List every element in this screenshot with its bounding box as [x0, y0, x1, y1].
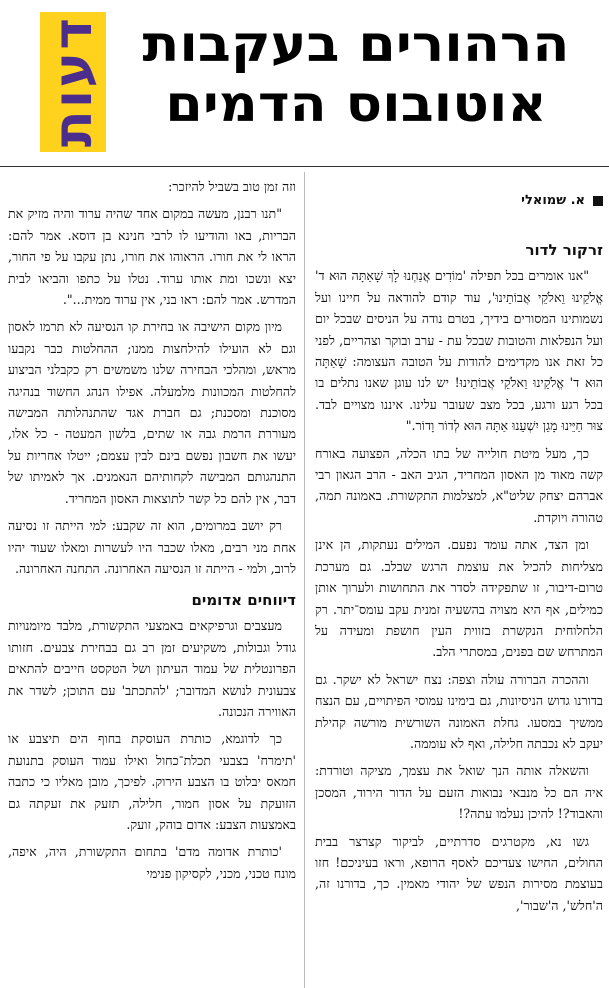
- headline-line-1: הרהורים בעקבות: [142, 15, 570, 73]
- paragraph: רק יושב במרומים, הוא זה שקבע: למי הייתה זו נסיעה אחת מני רבים, מאלו שכבר היו לעשרות ומאלו שעוד יהיו לרוב, ולמי - הייתה זו הנסיעה האחרונה. התחנה האחרונה.: [8, 518, 296, 576]
- paragraph: מיון מקום הישיבה או בחירת קו הנסיעה לא תרמו לאסון וגם לא הועילו להילחצות ממנו; ההחלטות כבר נקבעו מראש, ומהלכי הבחירה שלנו משמשים רק כקבלני הביצוע להחלטות המכוונות מלמעלה. אפילו הנהג החשוד בנהיגה מסוכנת ומסכנת; גם חברת אגד שהתנהלותה המבישה מעוררת הרמת גבה או שתים, בלשון המעטה - כל אלו, יעשו את חשבון נפשם בינם לבין עצמם; ייטלו אחריות על התנהגותם המבישה לקחותיהם הנאמנים. אך לאמיתו של דבר, אין להם כל קשר לתוצאות האסון המחריד.: [8, 319, 296, 506]
- headline: [118, 14, 594, 134]
- left-column: [8, 176, 296, 988]
- paragraph: "תנו רבנן, מעשה במקום אחד שהיה ערוד והיה מזיק את הבריות, באו והודיעו לו לרבי חנינא בן דוסא. אמר להם: הראו לי את חורו. הראוהו את חורו, נתן עקבו על פי החור, יצא ונשכו ומת אותו ערוד. נטלו על כתפו והביאו לבית המדרש. אמר להם: ראו בני, אין ערוד ממית...".: [8, 206, 296, 308]
- paragraph: "אנו אומרים בכל תפילה 'מוֹדִים אֲנַחְנוּ לָךְ שָׁאַתָּה הוּא ד' אֱלֹקֵינוּ וֵאלֹקֵי אֲבוֹתֵינוּ', עוד קודם להודאה על חיינו ועל נשמותינו המסורים בידיך, בטרם נודה על הניסים שבכל יום ועל הנפלאות והטובות שבכל עת - ערב ובוקר וצהריים, לפני כל זאת אנו מקדימים להודות על הטובה העצומה: שָׁאַתָּה הוּא ד' אֱלֹקֵינוּ וֵאלֹקֵי אֲבוֹתֵינוּ! יש לנו עוגן שאנו נתלים בו בכל רגע ורגע, בכל מצב שעובר עלינו. איננו מצויים לבד. צוּר חַיֵּינוּ מָגֵן יִשְׁעֵנוּ אַתָּה הוּא לְדוֹר וָדוֹר.": [315, 268, 603, 434]
- subhead-red-reports: דיווחים אדומים: [191, 591, 296, 610]
- paragraph: כך לדוגמא, כותרת העוסקת בחוף הים תיצבע או 'תימרח' בצבעי תכלת־כחול ואילו עמוד העוסק בתנועת חמאס יבלוט בו הצבע הירוק. לפיכך, מובן מאליו כי כתבה הזועקת על אסון חמור, חלילה, תזעק את זעקתה גם באמצעות הצבע: אדום בוהק, זועק.: [8, 731, 296, 832]
- paragraph: גשו נא, מקטרגים סדרתיים, לביקור קצרצר בבית החולים, החישו צעדיכם לאסף הרופא, וראו בעיניכם! חזו בעוצמת מסירות הנפש של יהודי מאמין. כך, בדורנו זה, ה'חלש', ה'שבור',: [315, 833, 603, 913]
- paragraph: מעצבים וגרפיקאים באמצעי התקשורת, מלבד מיומנויות גודל וגבולות, משקיעים זמן רב גם בבחירת צבעים. חזותו הפרונטלית של עמוד העיתון ושל הטקסט חייבים להתאים צבעונית לנושא המדובר; 'להתכתב' עם התוכן; לשדר את האווירה הנכונה.: [8, 618, 296, 719]
- paragraph: וההכרה הברורה עולה וצפה: נצח ישראל לא ישקר. גם בדורנו גדוש הניסיונות, גם בימינו עמוסי הפיתויים, עם הנצח ממשיך במסעו. גחלת האמונה השורשית מורשה קהילת יעקב לא נכבתה חלילה, ואף לא עוממה.: [315, 671, 603, 751]
- right-column: [315, 176, 603, 988]
- author-name: א. שמואלי: [521, 193, 585, 208]
- paragraph: כך, מעל מיטת חולייה של בתו הכלה, הפצועה באורח קשה מאוד מן האסון המחריד, הגיב האב - הרב הגאון רבי אברהם יצחק שליט"א, למצלמות התקשורת. באמונה תמה, טהורה ויוקדת.: [315, 445, 603, 525]
- subhead-spotlight: זרקור לדור: [525, 241, 603, 260]
- bullet-square-icon: [593, 196, 603, 206]
- header-divider: [0, 166, 609, 167]
- paragraph-intro: וזה זמן טוב בשביל להיזכר:: [168, 179, 296, 194]
- section-badge-label: דעות: [41, 16, 104, 148]
- paragraph: 'כותרת אדומה מדם' בתחום התקשורת, היה, איפה, מונח טכני, מכני, לקסיקון פנימי: [8, 844, 296, 881]
- paragraph: ומן הצד, אתה עומד נפעם. המילים נעתקות, הן אינן מצליחות להכיל את עוצמת הרגש שבלב. גם מערכת טרום-דיבור, זו שתפקידה לסדר את התחושות ולערוך אותן כמילים, אף היא מצויה בהשעיה זמנית עקב עומס־יתר. רק הלחלוחית הנקשרת בזווית העין חושפת ומעידה על המתרחש שם בפנים, במסתרי הלב.: [315, 537, 603, 660]
- byline: [315, 190, 603, 211]
- paragraph: והשאלה אותה הנך שואל את עצמך, מציקה וטורדת: איה הם כל מנבאי נבואות הזעם על הדור הירוד, המסכן והאבוד?! להיכן נעלמו עתה?!: [315, 763, 603, 822]
- article-header: [0, 0, 609, 168]
- section-badge: [40, 12, 106, 152]
- column-divider: [304, 172, 305, 988]
- headline-line-2: אוטובוס הדמים: [165, 75, 547, 133]
